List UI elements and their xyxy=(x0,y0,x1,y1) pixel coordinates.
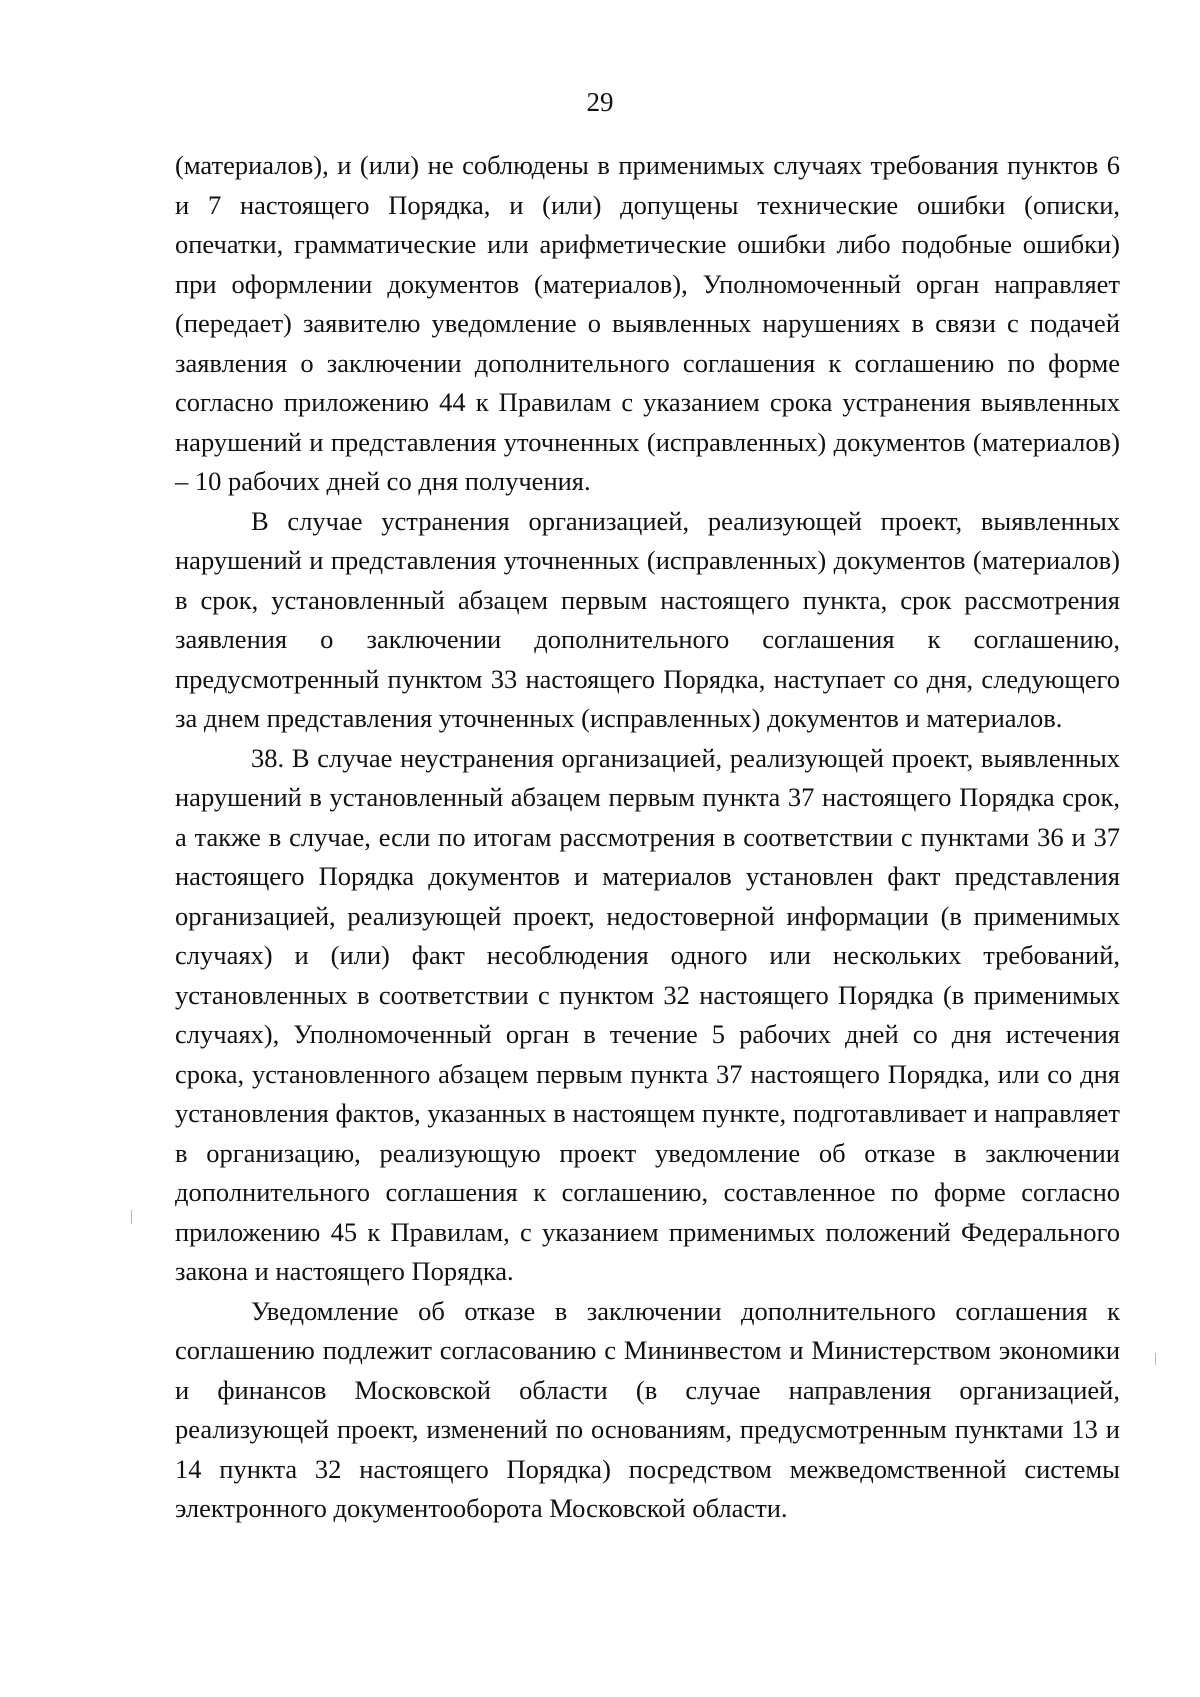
paragraph-correction-deadline: В случае устранения организацией, реализующей проект, выявленных нарушений и представления уточненных (исправленных) документов (материалов) в срок, установленный абзацем первым настоящего пункта, срок рассмотрения заявления о заключении дополнительного соглашения к соглашению, предусмотренный пунктом 33 настоящего Порядка, наступает со дня, следующего за днем представления уточненных (исправленных) документов и материалов. xyxy=(175,505,1120,733)
scan-mark xyxy=(131,1210,132,1224)
paragraph-clause-38: 38. В случае неустранения организацией, реализующей проект, выявленных нарушений в установленный абзацем первым пункта 37 настоящего Порядка срок, а также в случае, если по итогам рассмотрения в соответствии с пунктами 36 и 37 настоящего Порядка документов и материалов установлен факт представления организацией, реализующей проект, недостоверной информации (в применимых случаях) и (или) факт несоблюдения одного или нескольких требований, установленных в соответствии с пунктом 32 настоящего Порядка (в применимых случаях), Уполномоченный орган в течение 5 рабочих дней со дня истечения срока, установленного абзацем первым пункта 37 настоящего Порядка, или со дня установления фактов, указанных в настоящем пункте, подготавливает и направляет в организацию, реализующую проект уведомление об отказе в заключении дополнительного соглашения к соглашению, составленное по форме согласно приложению 45 к Правилам, с указанием применимых положений Федерального закона и настоящего Порядка. xyxy=(175,742,1120,1286)
scan-mark xyxy=(1155,1353,1156,1365)
paragraph-refusal-notice: Уведомление об отказе в заключении дополнительного соглашения к соглашению подлежит согласованию с Мининвестом и Министерством экономики и финансов Московской области (в случае направления организацией, реализующей проект, изменений по основаниям, предусмотренным пунктами 13 и 14 пункта 32 настоящего Порядка) посредством межведомственной системы электронного документооборота Московской области. xyxy=(175,1295,1120,1523)
page-number: 29 xyxy=(586,87,614,117)
document-body xyxy=(175,146,1120,1529)
paragraph-continuation: (материалов), и (или) не соблюдены в применимых случаях требования пунктов 6 и 7 настоящего Порядка, и (или) допущены технические ошибки (описки, опечатки, грамматические или арифметические ошибки либо подобные ошибки) при оформлении документов (материалов), Уполномоченный орган направляет (передает) заявителю уведомление о выявленных нарушениях в связи с подачей заявления о заключении дополнительного соглашения к соглашению по форме согласно приложению 44 к Правилам с указанием срока устранения выявленных нарушений и представления уточненных (исправленных) документов (материалов) – 10 рабочих дней со дня получения. xyxy=(175,150,1120,496)
